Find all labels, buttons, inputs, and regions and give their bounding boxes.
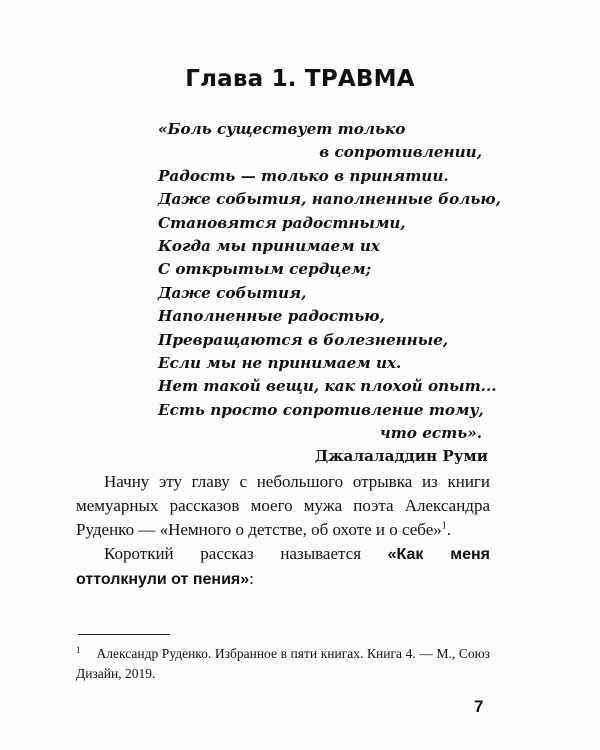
footnote-text: Александр Руденко. Избранное в пяти книгах. Книга 4. — М., Союз Дизайн, 2019.	[76, 646, 490, 681]
footnote	[76, 644, 490, 684]
page-number: 7	[474, 697, 484, 716]
epigraph-line: Когда мы принимаем их	[158, 236, 380, 255]
footnote-reference[interactable]: 1	[441, 520, 447, 532]
paragraph	[76, 470, 490, 542]
paragraph-text: Начну эту главу с небольшого отрывка из книги мемуарных рассказов моего мужа поэта Александра Руденко — «Немного о детстве, об охоте и о себе»	[76, 472, 490, 539]
epigraph-line: Есть просто сопротивление тому,	[158, 400, 484, 419]
epigraph-line: Наполненные радостью,	[158, 307, 385, 326]
epigraph-line: «Боль существует только	[158, 120, 406, 138]
story-title: «Как меня оттолкнули от пения»	[76, 546, 490, 588]
footnote-number: 1	[76, 644, 81, 655]
epigraph-line: Если мы не принимаем их.	[158, 353, 402, 372]
body-text	[76, 470, 490, 592]
epigraph-line: в сопротивлении,	[319, 143, 482, 162]
paragraph-end: .	[446, 520, 452, 539]
epigraph-line: Нет такой вещи, как плохой опыт...	[158, 377, 497, 396]
chapter-title: Глава 1. ТРАВМА	[185, 66, 415, 92]
epigraph-line: Даже события, наполненные болью,	[158, 190, 501, 209]
paragraph-text: Короткий рассказ называется	[104, 544, 388, 563]
epigraph	[158, 118, 501, 469]
paragraph-end: :	[249, 569, 254, 588]
footnote-divider	[78, 634, 170, 635]
epigraph-line: С открытым сердцем;	[158, 260, 372, 279]
epigraph-line: Превращаются в болезненные,	[158, 330, 449, 349]
epigraph-line: Становятся радостными,	[158, 213, 406, 232]
epigraph-author: Джалаладдин Руми	[314, 447, 488, 466]
paragraph	[76, 542, 490, 592]
epigraph-line: Даже события,	[158, 283, 307, 302]
epigraph-line: что есть».	[379, 424, 482, 443]
epigraph-line: Радость — только в принятии.	[158, 166, 449, 185]
